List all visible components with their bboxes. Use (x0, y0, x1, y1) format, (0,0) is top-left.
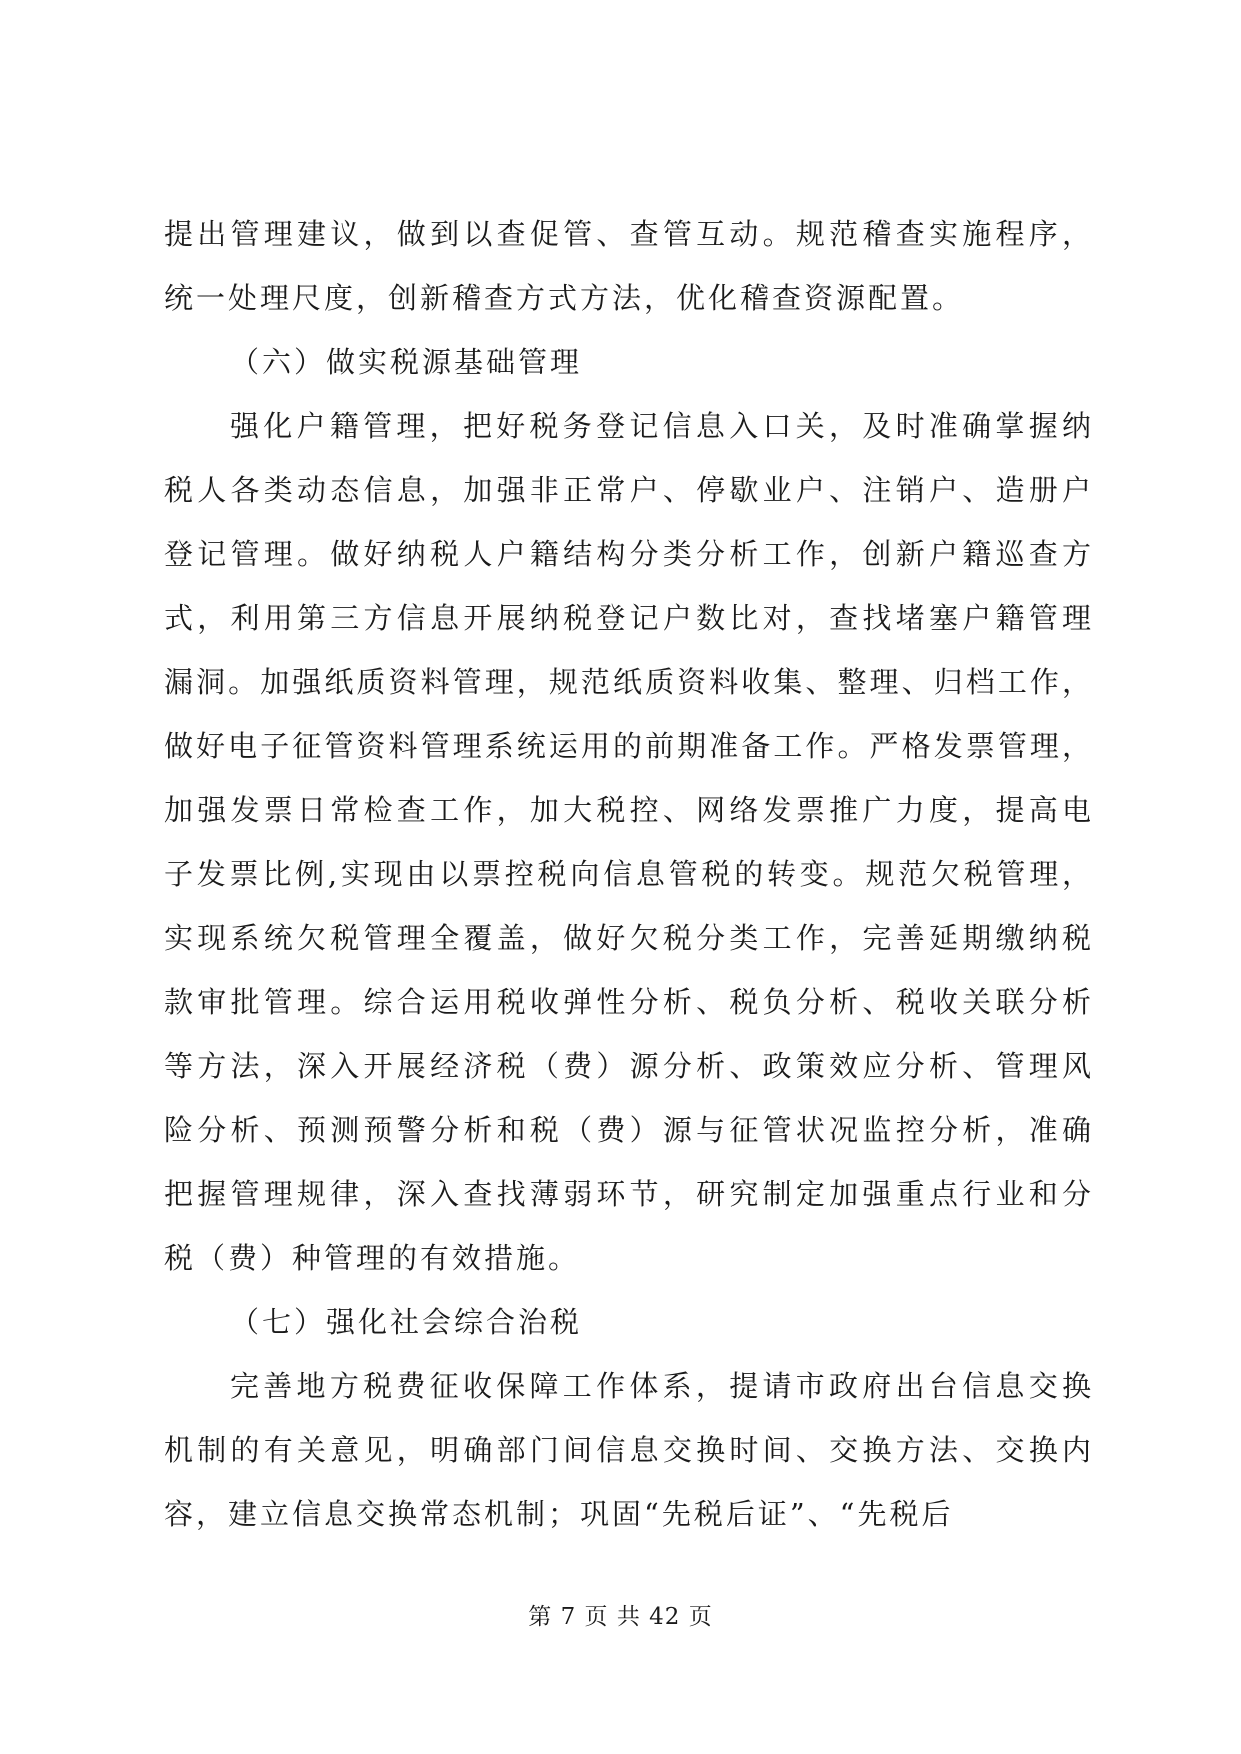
text-line: 等方法，深入开展经济税（费）源分析、政策效应分析、管理风 (164, 1049, 1094, 1083)
text-line: 漏洞。加强纸质资料管理，规范纸质资料收集、整理、归档工作， (164, 665, 1094, 699)
text-line: 容，建立信息交换常态机制；巩固“先税后证”、“先税后 (164, 1497, 954, 1531)
text-line: 实现系统欠税管理全覆盖，做好欠税分类工作，完善延期缴纳税 (164, 921, 1094, 955)
text-line: 把握管理规律，深入查找薄弱环节，研究制定加强重点行业和分 (164, 1177, 1094, 1211)
text-line: 税（费）种管理的有效措施。 (164, 1241, 581, 1275)
text-line: 险分析、预测预警分析和税（费）源与征管状况监控分析，准确 (164, 1113, 1094, 1147)
text-line: 式，利用第三方信息开展纳税登记户数比对，查找堵塞户籍管理 (164, 601, 1094, 635)
text-line: 提出管理建议，做到以查促管、查管互动。规范稽查实施程序， (164, 217, 1094, 251)
text-line: 登记管理。做好纳税人户籍结构分类分析工作，创新户籍巡查方 (164, 537, 1094, 571)
text-line: 机制的有关意见，明确部门间信息交换时间、交换方法、交换内 (164, 1433, 1094, 1467)
section-heading: （七）强化社会综合治税 (230, 1305, 583, 1339)
text-line: 做好电子征管资料管理系统运用的前期准备工作。严格发票管理， (164, 729, 1094, 763)
text-line: 税人各类动态信息，加强非正常户、停歇业户、注销户、造册户 (164, 473, 1094, 507)
section-heading: （六）做实税源基础管理 (230, 345, 583, 379)
text-line: 统一处理尺度，创新稽查方式方法，优化稽查资源配置。 (164, 281, 965, 315)
text-line: 子发票比例,实现由以票控税向信息管税的转变。规范欠税管理， (164, 857, 1094, 891)
text-line: 强化户籍管理，把好税务登记信息入口关，及时准确掌握纳 (230, 409, 1094, 443)
text-line: 款审批管理。综合运用税收弹性分析、税负分析、税收关联分析 (164, 985, 1094, 1019)
body-text (164, 202, 1094, 1546)
text-line: 加强发票日常检查工作，加大税控、网络发票推广力度，提高电 (164, 793, 1094, 827)
page-footer: 第 7 页 共 42 页 (528, 1604, 713, 1630)
text-line: 完善地方税费征收保障工作体系，提请市政府出台信息交换 (230, 1369, 1094, 1403)
